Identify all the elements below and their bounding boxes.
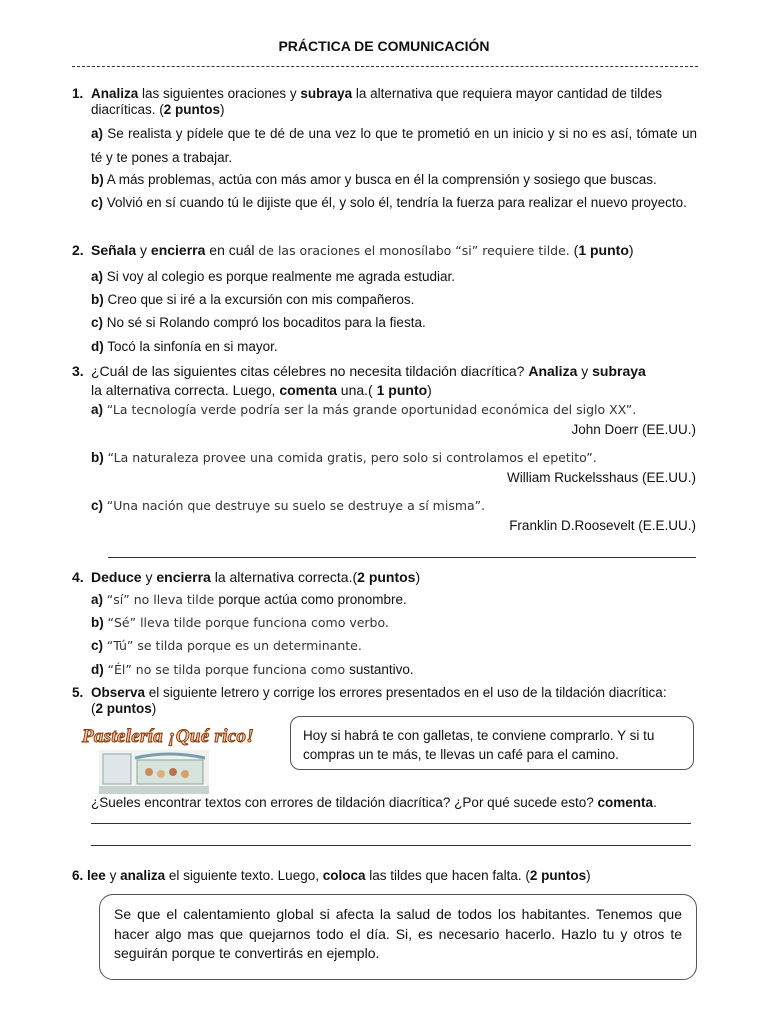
answer-line[interactable] [91, 845, 691, 846]
option-label: a) [91, 269, 104, 284]
option-label: d) [91, 662, 104, 677]
option-label: d) [91, 339, 104, 354]
text: de las oraciones el monosílabo “si” requiere tilde. [258, 243, 570, 258]
keyword: Analiza [528, 363, 578, 379]
text: y [141, 569, 157, 585]
option-text: “sí” no lleva tilde [106, 592, 219, 607]
bakery-logo: Pastelería ¡Qué rico! [82, 726, 255, 747]
keyword: Deduce [91, 569, 142, 585]
option-3b [91, 446, 697, 470]
quote-author: Franklin D.Roosevelt (E.E.UU.) [509, 518, 696, 533]
option-1c [91, 191, 697, 215]
option-label: c) [91, 498, 104, 513]
option-1b [91, 168, 697, 192]
option-3a [91, 398, 697, 422]
text: el siguiente letrero y corrige los errores presentados en el uso de la tildación diacrítica: [145, 685, 667, 700]
text: ) [586, 868, 591, 883]
answer-line[interactable] [108, 557, 696, 558]
question-5-prompt [91, 795, 697, 811]
keyword: subraya [592, 363, 646, 379]
question-number: 1. [72, 86, 84, 101]
option-label: c) [91, 195, 104, 210]
option-text: “Tú” se tilda porque es un determinante. [106, 638, 362, 653]
text: las siguientes oraciones y [138, 86, 301, 101]
bakery-storefront-image [99, 750, 209, 794]
option-text: “Él” no se tilda porque funciona como [107, 662, 350, 677]
keyword: Señala [91, 242, 137, 258]
keyword: encierra [150, 242, 206, 258]
quote-author: William Ruckelsshaus (EE.UU.) [506, 470, 696, 485]
option-text: sustantivo. [349, 662, 414, 677]
text: y [577, 363, 593, 379]
option-4c [91, 634, 697, 658]
question-1 [72, 86, 698, 118]
points: 2 puntos [357, 569, 416, 585]
option-3c [91, 494, 697, 518]
option-label: a) [91, 402, 104, 417]
passage-text: Se que el calentamiento global si afecta la salud de todos los habitantes. Tenemos que hacer algo mas que quejarnos todo el día. Si, es necesario hacerlo. Hazlo tu y otros te seguirán porque te convertirás en ejemplo. [114, 906, 682, 961]
keyword: Observa [91, 685, 146, 700]
question-number: 5. [72, 685, 84, 700]
option-text: porque actúa como pronombre. [218, 592, 407, 607]
text: ( [91, 701, 96, 716]
question-number: 3. [72, 363, 84, 379]
question-4 [72, 569, 698, 585]
text: una.( [336, 382, 377, 398]
text: las tildes que hacen falta. ( [365, 868, 530, 883]
option-4a [91, 588, 697, 612]
question-2 [72, 242, 698, 259]
option-label: b) [91, 172, 104, 187]
keyword: encierra [156, 569, 211, 585]
text: en cuál [205, 242, 259, 258]
points: 1 punto [376, 382, 428, 398]
option-label: c) [91, 638, 104, 653]
text: la alternativa correcta.( [210, 569, 358, 585]
question-number: 6. [72, 868, 84, 883]
option-text: “Sé” lleva tilde porque funciona como verbo. [107, 615, 389, 630]
option-text: Creo que si iré a la excursión con mis compañeros. [107, 292, 415, 307]
text: ¿Cuál de las siguientes citas célebres no necesita tildación diacrítica? [91, 363, 529, 379]
keyword: lee [87, 868, 106, 883]
option-label: b) [91, 292, 104, 307]
question-text [91, 569, 698, 585]
option-text: Se realista y pídele que te dé de una vez lo que te prometió en un inicio y si no es así, tómate un té y te pones a trabajar. [91, 126, 697, 165]
option-2a [91, 265, 697, 289]
passage-box [99, 894, 697, 980]
question-5 [72, 685, 698, 717]
option-text: Tocó la sinfonía en si mayor. [107, 339, 278, 354]
points: 2 puntos [529, 868, 587, 883]
quote-author: John Doerr (EE.UU.) [571, 422, 696, 437]
quote-text: “Una nación que destruye su suelo se destruye a sí misma”. [106, 498, 486, 513]
question-text [91, 86, 698, 118]
text: el siguiente texto. Luego, [165, 868, 323, 883]
text: ) [220, 102, 225, 117]
text: ) [427, 382, 432, 398]
text: ( [569, 242, 579, 258]
text: y [136, 242, 151, 258]
answer-line[interactable] [91, 823, 691, 824]
question-text [91, 242, 698, 259]
text: ¿Sueles encontrar textos con errores de tildación diacrítica? ¿Por qué sucede esto? [91, 795, 598, 810]
quote-text: “La tecnología verde podría ser la más grande oportunidad económica del siglo XX”. [106, 402, 637, 417]
points: 2 puntos [95, 701, 152, 716]
question-text [91, 685, 698, 717]
option-text: Volvió en sí cuando tú le dijiste que él, y solo él, tendría la fuerza para realizar el nuevo proyecto. [106, 195, 687, 210]
option-4b [91, 611, 697, 635]
page-title: PRÁCTICA DE COMUNICACIÓN [278, 38, 490, 54]
option-label: a) [91, 592, 104, 607]
keyword: Analiza [91, 86, 139, 101]
option-label: b) [91, 450, 104, 465]
dashed-divider [72, 66, 698, 67]
option-1a [91, 122, 697, 170]
text: ) [628, 242, 634, 258]
sign-text: Hoy si habrá te con galletas, te conviene comprarlo. Y si tu compras un te más, te llevas un café para el camino. [303, 728, 655, 762]
question-6 [72, 868, 698, 884]
text: la alternativa que requiera mayor cantidad de tildes diacríticas. ( [91, 86, 663, 117]
question-text [91, 362, 698, 400]
option-4d [91, 658, 697, 682]
option-label: b) [91, 615, 104, 630]
option-text: Si voy al colegio es porque realmente me agrada estudiar. [106, 269, 455, 284]
quote-text: “La naturaleza provee una comida gratis, pero solo si controlamos el epetito”. [107, 450, 597, 465]
text: y [105, 868, 121, 883]
points: 1 punto [578, 242, 629, 258]
keyword: comenta [597, 795, 654, 810]
keyword: subraya [300, 86, 353, 101]
option-2b [91, 288, 697, 312]
option-label: c) [91, 315, 104, 330]
sign-speech-box [290, 716, 694, 770]
option-2d [91, 335, 697, 359]
text: ) [415, 569, 421, 585]
text: ) [151, 701, 157, 716]
keyword: coloca [322, 868, 366, 883]
question-number: 4. [72, 569, 84, 585]
keyword: comenta [279, 382, 337, 398]
option-label: a) [91, 126, 104, 141]
option-2c [91, 311, 697, 335]
question-number: 2. [72, 242, 84, 258]
option-text: A más problemas, actúa con más amor y busca en él la comprensión y sosiego que buscas. [106, 172, 657, 187]
text: . [653, 795, 657, 810]
text: la alternativa correcta. Luego, [91, 382, 280, 398]
points: 2 puntos [163, 102, 221, 117]
question-3 [72, 362, 698, 400]
keyword: analiza [120, 868, 166, 883]
option-text: No sé si Rolando compró los bocaditos para la fiesta. [106, 315, 426, 330]
